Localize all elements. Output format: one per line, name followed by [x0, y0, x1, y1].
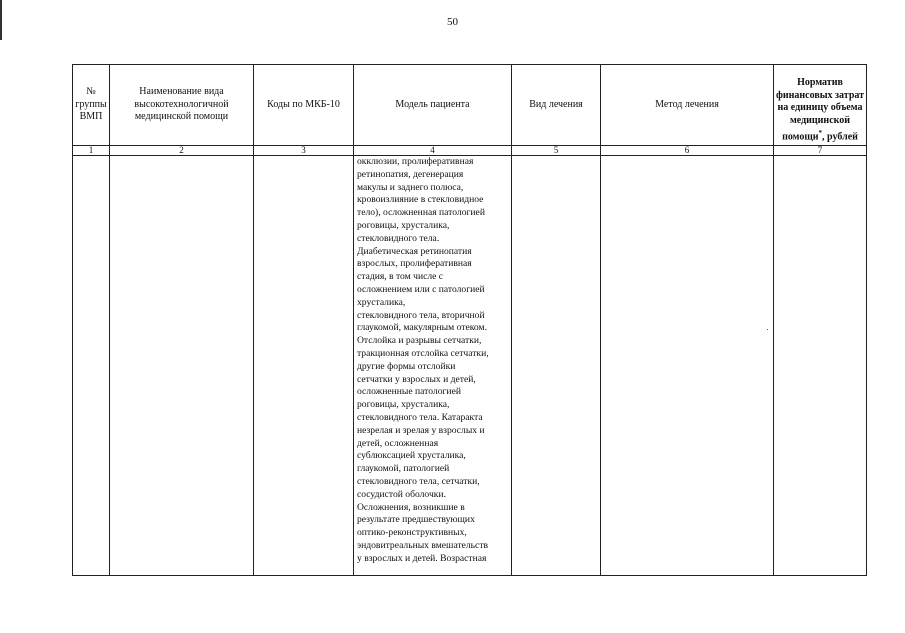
patient-model-line: глаукомой, макулярным отеком. [357, 322, 487, 334]
patient-model-line: осложненные патологией [357, 386, 461, 398]
column-number: 4 [354, 146, 512, 156]
header-treatment-method: Метод лечения [601, 65, 774, 146]
cell-treatment-type [512, 156, 601, 576]
cell-icd10-codes [254, 156, 354, 576]
column-number: 7 [774, 146, 867, 156]
patient-model-line: другие формы отслойки [357, 360, 456, 372]
cell-patient-model [354, 156, 512, 576]
scan-speck [767, 329, 768, 330]
header-treatment-type: Вид лечения [512, 65, 601, 146]
header-row [73, 65, 867, 146]
patient-model-line: незрелая и зрелая у взрослых и [357, 424, 485, 436]
header-cost-norm: Норматив финансовых затрат на единицу объема медицинской помощи*, рублей [774, 65, 867, 146]
patient-model-line: осложнением или с патологией [357, 283, 485, 295]
patient-model-line: сетчатки у взрослых и детей, [357, 373, 476, 385]
patient-model-line: роговицы, хрусталика, [357, 399, 450, 411]
patient-model-line: кровоизлияние в стекловидное [357, 194, 484, 206]
patient-model-line: макулы и заднего полюса, [357, 181, 464, 193]
patient-model-line: окклюзии, пролиферативная [357, 156, 474, 167]
patient-model-line: стекловидного тела, сетчатки, [357, 475, 480, 487]
table-row [73, 156, 867, 576]
patient-model-line: ретинопатия, дегенерация [357, 168, 464, 180]
vmp-table [72, 64, 867, 576]
patient-model-line: стадия, в том числе с [357, 271, 444, 283]
patient-model-line: взрослых, пролиферативная [357, 258, 472, 270]
column-number: 5 [512, 146, 601, 156]
header-group-number: № группы ВМП [73, 65, 110, 146]
patient-model-line: результате предшествующих [357, 514, 475, 526]
header-icd10-codes: Коды по МКБ-10 [254, 65, 354, 146]
patient-model-line: стекловидного тела. Катаракта [357, 411, 483, 423]
patient-model-line: у взрослых и детей. Возрастная [357, 552, 487, 564]
header-patient-model: Модель пациента [354, 65, 512, 146]
cell-cost-norm [774, 156, 867, 576]
column-number-row [73, 146, 867, 156]
patient-model-line: оптико-реконструктивных, [357, 527, 467, 539]
column-number: 2 [110, 146, 254, 156]
patient-model-line: эндовитреальных вмешательств [357, 539, 489, 551]
patient-model-text [354, 156, 511, 566]
header-care-type-name: Наименование вида высокотехнологичной медицинской помощи [110, 65, 254, 146]
patient-model-line: стекловидного тела, вторичной [357, 309, 485, 321]
patient-model-line: стекловидного тела. [357, 232, 440, 244]
patient-model-line: тело), осложненная патологией [357, 207, 485, 219]
column-number: 1 [73, 146, 110, 156]
patient-model-line: Осложнения, возникшие в [357, 501, 465, 513]
page-number: 50 [447, 16, 458, 28]
patient-model-line: Отслойка и разрывы сетчатки, [357, 335, 482, 347]
cell-treatment-method [601, 156, 774, 576]
patient-model-line: детей, осложненная [357, 437, 439, 449]
patient-model-line: тракционная отслойка сетчатки, [357, 347, 489, 359]
patient-model-line: глаукомой, патологией [357, 463, 450, 475]
patient-model-line: сосудистой оболочки. [357, 488, 446, 500]
patient-model-line: роговицы, хрусталика, [357, 219, 450, 231]
column-number: 3 [254, 146, 354, 156]
patient-model-line: хрусталика, [357, 296, 406, 308]
cell-care-type-name [110, 156, 254, 576]
patient-model-line: сублюксацией хрусталика, [357, 450, 466, 462]
column-number: 6 [601, 146, 774, 156]
patient-model-line: Диабетическая ретинопатия [357, 245, 472, 257]
cell-group-number [73, 156, 110, 576]
